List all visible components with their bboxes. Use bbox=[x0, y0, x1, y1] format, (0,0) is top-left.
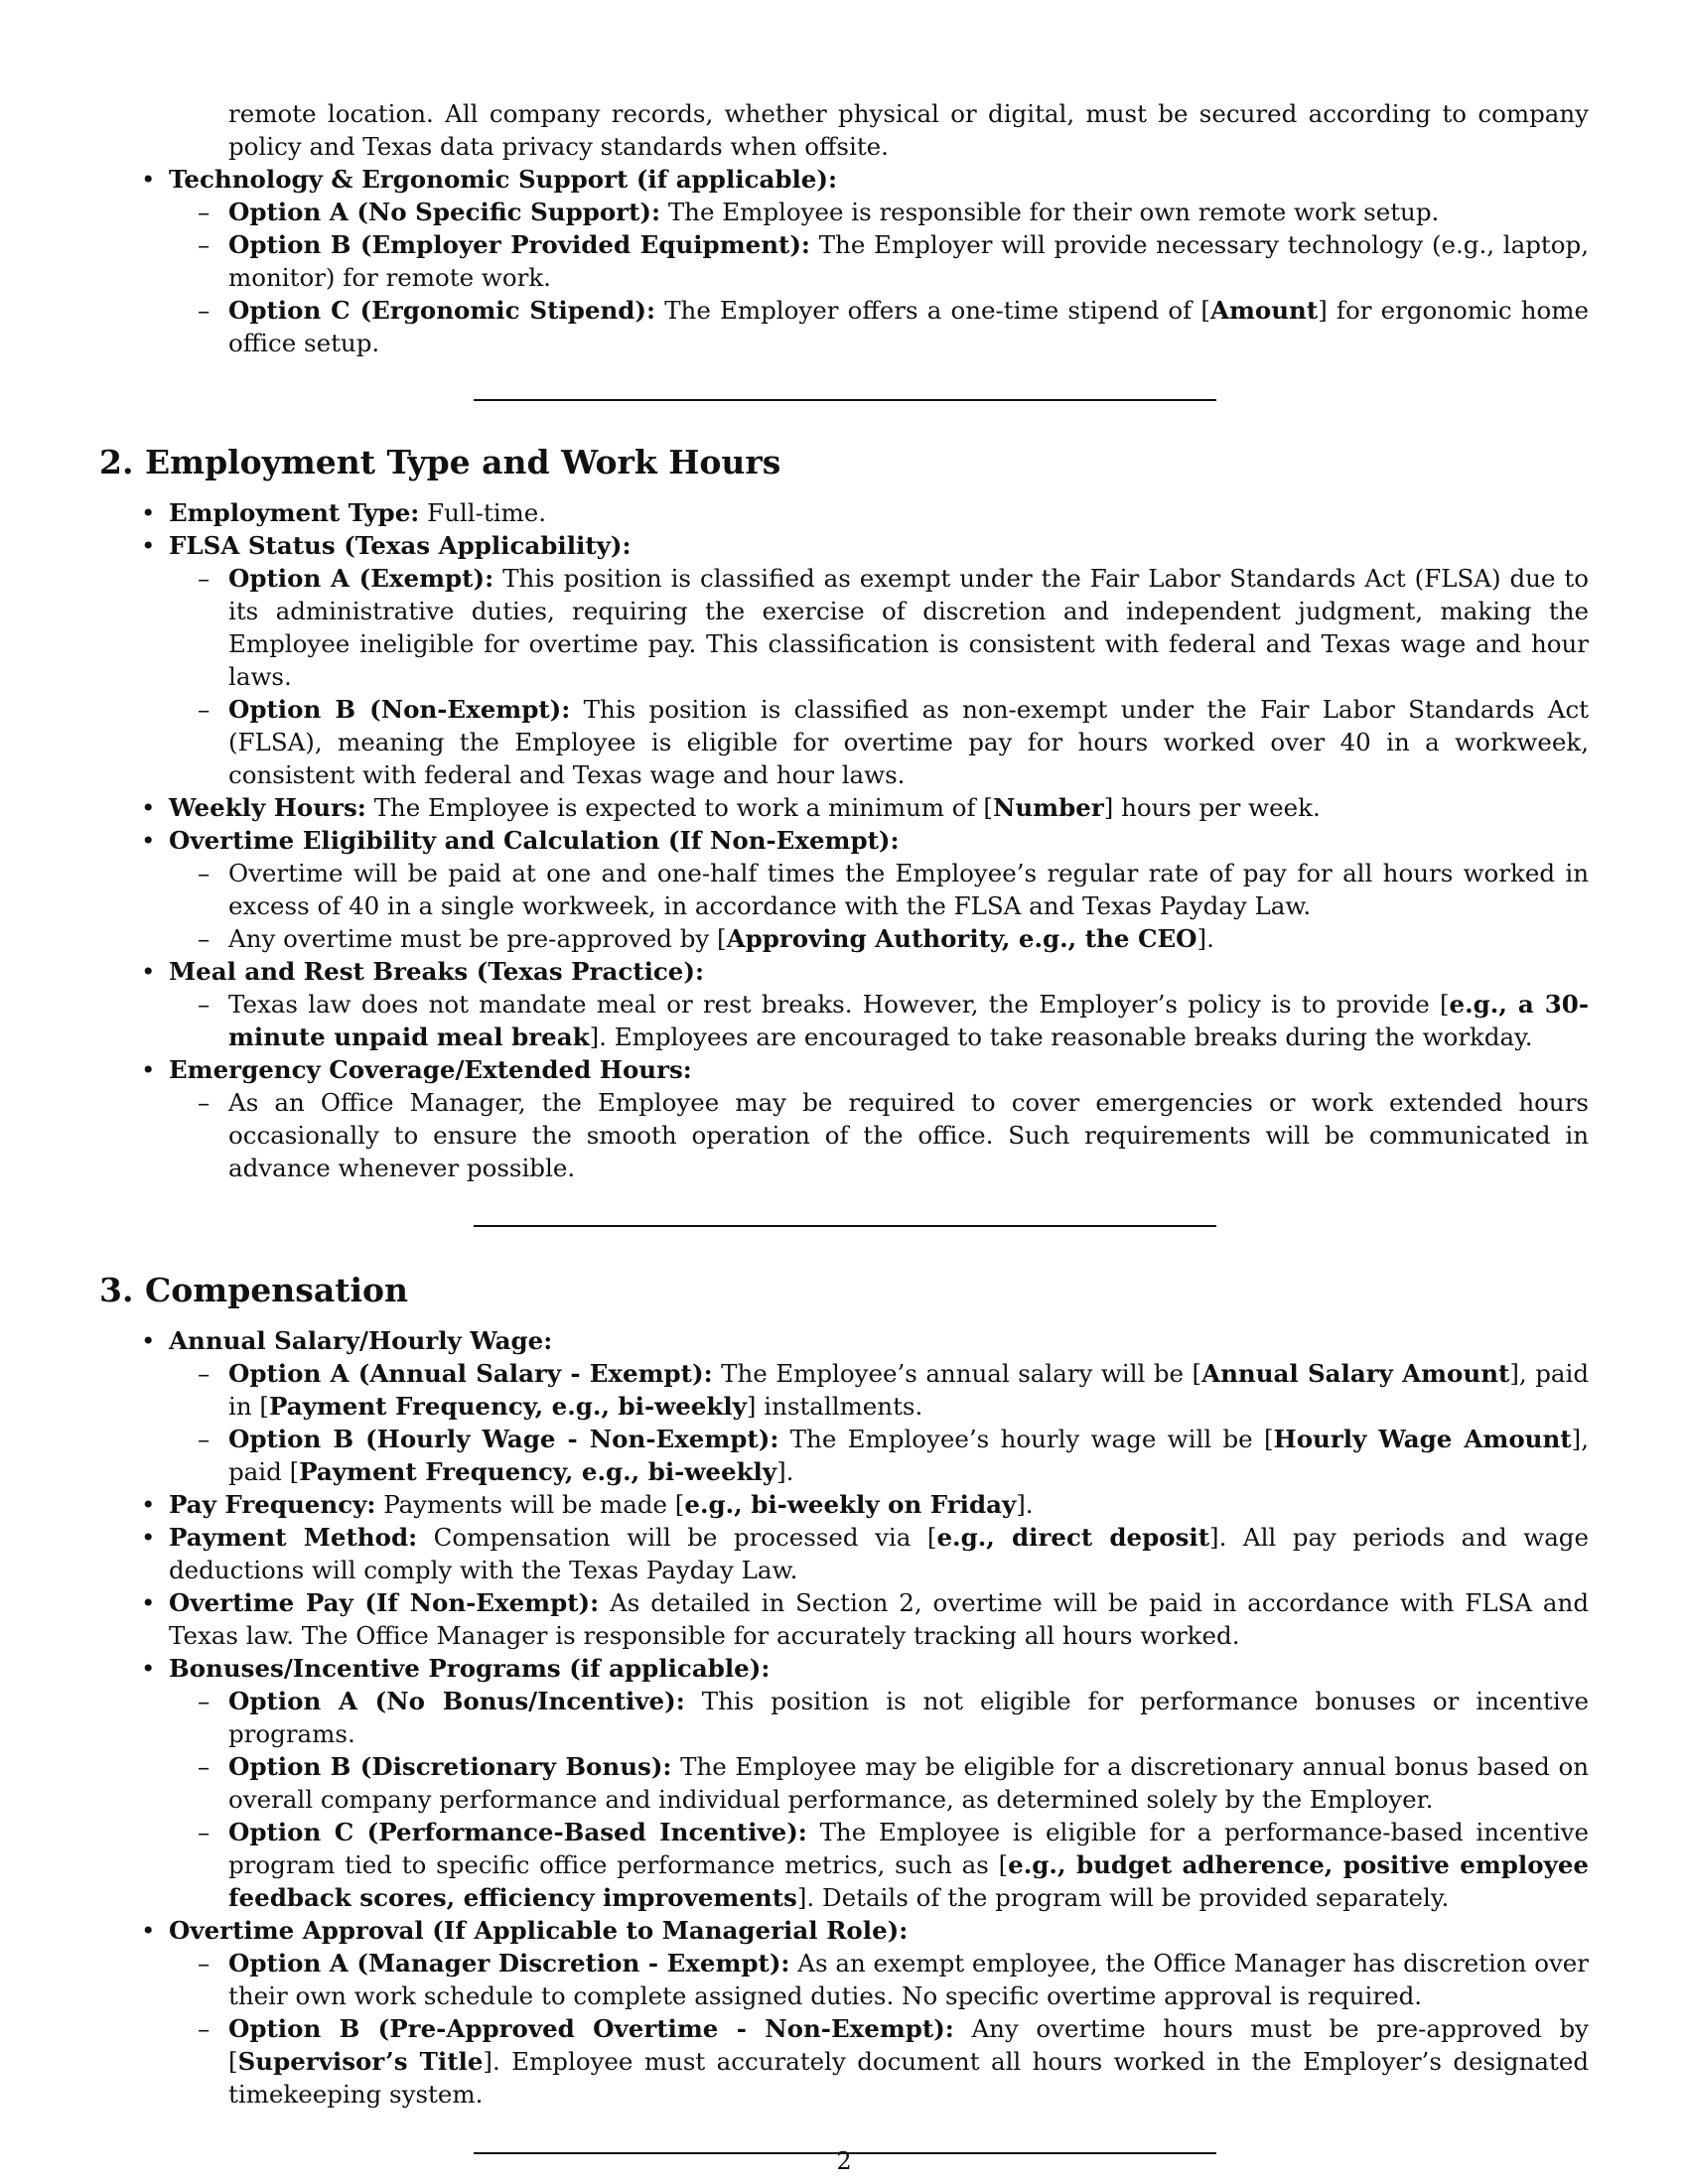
option-text: The Employee is responsible for their own remote work setup. bbox=[660, 198, 1440, 226]
option-text: ] installments. bbox=[746, 1392, 923, 1421]
option-label: Option A (No Specific Support): bbox=[228, 198, 661, 226]
section-number: 3. bbox=[99, 1271, 134, 1309]
placeholder-field: e.g., a 30-minute unpaid meal break bbox=[228, 990, 1589, 1051]
item-label: Employment Type: bbox=[169, 498, 420, 527]
option-text: This position is not eligible for performance bonuses or incentive programs. bbox=[228, 1687, 1589, 1748]
option-text: ], paid in [ bbox=[228, 1359, 1589, 1421]
item-label: Payment Method: bbox=[169, 1523, 418, 1552]
list-item bbox=[228, 562, 1589, 693]
placeholder-field: e.g., budget adherence, positive employee feedback scores, efficiency improvements bbox=[228, 1850, 1589, 1912]
option-label: Option B (Discretionary Bonus): bbox=[228, 1752, 672, 1781]
placeholder-field: Payment Frequency, e.g., bi-weekly bbox=[299, 1457, 777, 1486]
item-label: Weekly Hours: bbox=[169, 793, 366, 822]
option-label: Option A (Annual Salary - Exempt): bbox=[228, 1359, 713, 1388]
list-item-overtime bbox=[169, 824, 1589, 955]
page-number: 2 bbox=[836, 2147, 852, 2175]
placeholder-field: e.g., bi-weekly on Friday bbox=[684, 1490, 1017, 1519]
item-label: Overtime Pay (If Non-Exempt): bbox=[169, 1588, 600, 1617]
item-label: Meal and Rest Breaks (Texas Practice): bbox=[169, 957, 705, 986]
emergency-items bbox=[169, 1086, 1589, 1184]
placeholder-field: Number bbox=[992, 793, 1104, 822]
list-item bbox=[228, 922, 1589, 955]
item-label: Emergency Coverage/Extended Hours: bbox=[169, 1055, 692, 1084]
list-item: – As an Office Manager, the Employee may be required to cover emergencies or work extended hours occasionally to ensure the smooth operation of the office. Such requirements will be communicated in advance whenever possible. bbox=[228, 1086, 1589, 1184]
item-text: ]. Employees are encouraged to take reasonable breaks during the workday. bbox=[589, 1023, 1533, 1051]
option-text: The Employer will provide necessary technology (e.g., laptop, monitor) for remote work. bbox=[228, 230, 1589, 292]
placeholder-field: Annual Salary Amount bbox=[1201, 1359, 1510, 1388]
item-label: Bonuses/Incentive Programs (if applicable): bbox=[169, 1654, 771, 1683]
option-text: ]. Employee must accurately document all hours worked in the Employer’s designated timekeeping system. bbox=[228, 2047, 1590, 2109]
list-item-payment-method bbox=[169, 1521, 1589, 1586]
item-text: ]. All pay periods and wage deductions will comply with the Texas Payday Law. bbox=[169, 1523, 1589, 1584]
list-item bbox=[228, 1685, 1589, 1750]
list-item bbox=[228, 693, 1589, 791]
option-text: ] for ergonomic home office setup. bbox=[228, 296, 1589, 357]
salary-options bbox=[169, 1357, 1589, 1488]
option-label: Option B (Pre-Approved Overtime - Non-Exempt): bbox=[228, 2014, 954, 2043]
option-label: Option A (Manager Discretion - Exempt): bbox=[228, 1949, 790, 1978]
technology-options bbox=[169, 196, 1589, 359]
list-item bbox=[228, 196, 1589, 228]
option-label: Option A (No Bonus/Incentive): bbox=[228, 1687, 685, 1715]
option-text: The Employee is eligible for a performance-based incentive program tied to specific office performance metrics, such as [ bbox=[228, 1818, 1589, 1879]
option-label: Option B (Hourly Wage - Non-Exempt): bbox=[228, 1425, 779, 1453]
placeholder-field: Hourly Wage Amount bbox=[1273, 1425, 1572, 1453]
option-label: Option A (Exempt): bbox=[228, 564, 494, 593]
section-number: 2. bbox=[99, 443, 134, 481]
item-text: Any overtime must be pre-approved by [ bbox=[228, 924, 727, 953]
option-label: Option B (Non-Exempt): bbox=[228, 695, 571, 724]
item-text: ] hours per week. bbox=[1103, 793, 1321, 822]
overtime-items bbox=[169, 857, 1589, 955]
option-text: The Employer offers a one-time stipend of [ bbox=[655, 296, 1210, 325]
placeholder-field: Amount bbox=[1209, 296, 1319, 325]
continuation-paragraph: remote location. All company records, whether physical or digital, must be secured according to company policy and Texas data privacy standards when offsite. bbox=[228, 99, 1589, 161]
item-text: Payments will be made [ bbox=[375, 1490, 685, 1519]
placeholder-field: Supervisor’s Title bbox=[237, 2047, 484, 2076]
option-text: ]. bbox=[776, 1457, 794, 1486]
option-text: This position is classified as exempt under the Fair Labor Standards Act (FLSA) due to its administrative duties, requiring the exercise of discretion and independent judgment, making the Employee ineligible for overtime pay. This classification is consistent with federal and Texas wage and hour laws. bbox=[228, 564, 1589, 691]
item-label: Overtime Eligibility and Calculation (If Non-Exempt): bbox=[169, 826, 900, 855]
option-label: Option C (Ergonomic Stipend): bbox=[228, 296, 656, 325]
list-item-salary bbox=[169, 1324, 1589, 1488]
list-item bbox=[228, 1357, 1589, 1423]
item-text: As detailed in Section 2, overtime will be paid in accordance with FLSA and Texas law. The Office Manager is responsible for accurately tracking all hours worked. bbox=[169, 1588, 1590, 1650]
option-label: Option B (Employer Provided Equipment): bbox=[228, 230, 810, 259]
list-item bbox=[228, 1750, 1589, 1816]
breaks-items bbox=[169, 988, 1589, 1053]
list-item: – Overtime will be paid at one and one-half times the Employee’s regular rate of pay for all hours worked in excess of 40 in a single workweek, in accordance with the FLSA and Texas Payday Law. bbox=[228, 857, 1589, 922]
option-text: The Employee’s hourly wage will be [ bbox=[778, 1425, 1274, 1453]
section-divider bbox=[474, 399, 1216, 401]
list-item bbox=[228, 1423, 1589, 1488]
option-text: The Employee may be eligible for a discretionary annual bonus based on overall company performance and individual performance, as determined solely by the Employer. bbox=[228, 1752, 1589, 1814]
item-label: Overtime Approval (If Applicable to Managerial Role): bbox=[169, 1916, 909, 1945]
item-text: Compensation will be processed via [ bbox=[417, 1523, 937, 1552]
option-text: ]. Details of the program will be provided separately. bbox=[796, 1883, 1450, 1912]
section-title: Employment Type and Work Hours bbox=[145, 443, 781, 481]
list-item-bonuses bbox=[169, 1652, 1589, 1914]
placeholder-field: Payment Frequency, e.g., bi-weekly bbox=[268, 1392, 747, 1421]
flsa-options bbox=[169, 562, 1589, 791]
list-item-overtime-approval bbox=[169, 1914, 1589, 2111]
section-title: Compensation bbox=[145, 1271, 408, 1309]
list-item-technology bbox=[169, 163, 1589, 359]
document-page bbox=[99, 97, 1589, 2154]
item-label: FLSA Status (Texas Applicability): bbox=[169, 531, 632, 560]
list-item-pay-frequency bbox=[169, 1488, 1589, 1521]
option-text: The Employee’s annual salary will be [ bbox=[712, 1359, 1202, 1388]
list-item-overtime-pay bbox=[169, 1586, 1589, 1652]
item-text: Texas law does not mandate meal or rest breaks. However, the Employer’s policy is to provide [ bbox=[228, 990, 1450, 1019]
item-text: ]. bbox=[1196, 924, 1214, 953]
placeholder-field: e.g., direct deposit bbox=[936, 1523, 1210, 1552]
section-divider bbox=[474, 1225, 1216, 1227]
option-text: This position is classified as non-exempt under the Fair Labor Standards Act (FLSA), meaning the Employee is eligible for overtime pay for hours worked over 40 in a workweek, consistent with federal and Texas wage and hour laws. bbox=[228, 695, 1590, 789]
bonus-options bbox=[169, 1685, 1589, 1914]
list-item bbox=[228, 1816, 1589, 1914]
technology-label: Technology & Ergonomic Support (if applicable): bbox=[169, 165, 838, 194]
list-item-emergency bbox=[169, 1053, 1589, 1184]
section-3-heading bbox=[99, 1271, 1589, 1310]
overtime-approval-options bbox=[169, 1947, 1589, 2111]
item-text: ]. bbox=[1016, 1490, 1034, 1519]
list-item bbox=[228, 294, 1589, 359]
list-item-flsa bbox=[169, 529, 1589, 791]
option-text: ], paid [ bbox=[228, 1425, 1589, 1486]
item-text: Full-time. bbox=[419, 498, 547, 527]
list-item bbox=[228, 1947, 1589, 2012]
intro-list bbox=[99, 163, 1589, 359]
item-text: The Employee is expected to work a minimum of [ bbox=[365, 793, 993, 822]
list-item bbox=[228, 2012, 1589, 2111]
section-2-list bbox=[99, 496, 1589, 1184]
option-text: Any overtime hours must be pre-approved by [ bbox=[228, 2014, 1589, 2076]
option-text: As an exempt employee, the Office Manager has discretion over their own work schedule to complete assigned duties. No specific overtime approval is required. bbox=[228, 1949, 1589, 2010]
list-item-employment-type bbox=[169, 496, 1589, 529]
list-item bbox=[228, 228, 1589, 294]
item-label: Pay Frequency: bbox=[169, 1490, 376, 1519]
option-label: Option C (Performance-Based Incentive): bbox=[228, 1818, 807, 1846]
list-item-breaks bbox=[169, 955, 1589, 1053]
list-item-weekly-hours bbox=[169, 791, 1589, 824]
section-2-heading bbox=[99, 443, 1589, 482]
item-label: Annual Salary/Hourly Wage: bbox=[169, 1326, 553, 1355]
placeholder-field: Approving Authority, e.g., the CEO bbox=[726, 924, 1197, 953]
list-item bbox=[228, 988, 1589, 1053]
section-3-list bbox=[99, 1324, 1589, 2111]
